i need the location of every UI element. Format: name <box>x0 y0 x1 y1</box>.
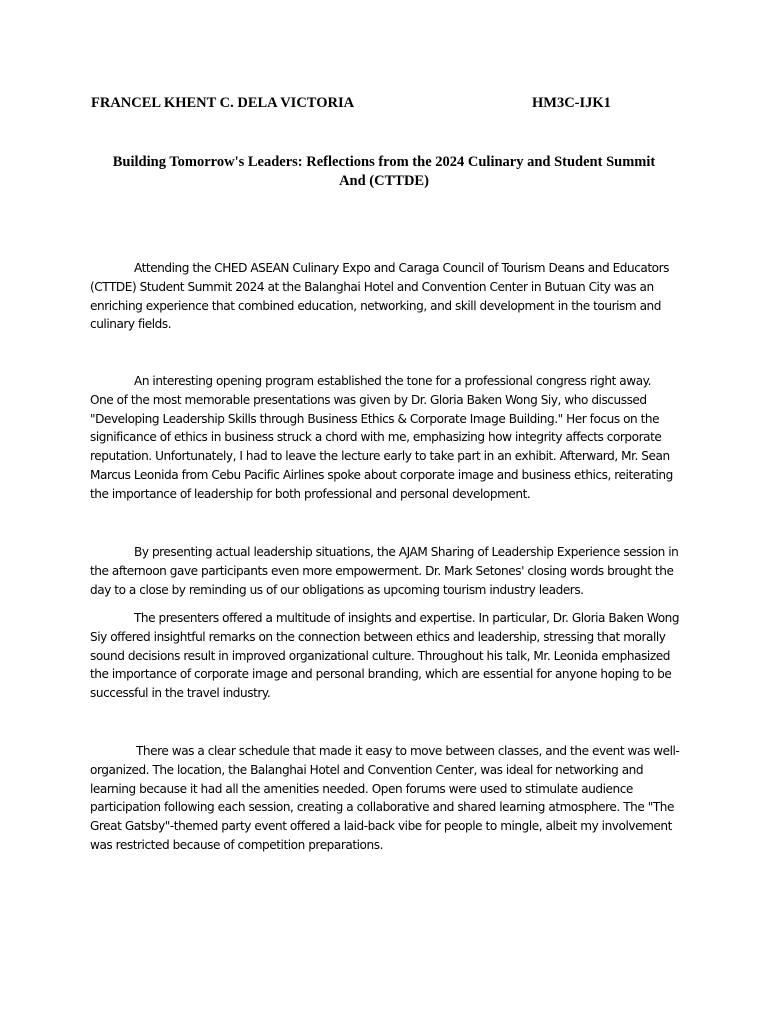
paragraph-line: was restricted because of competition preparations. <box>90 837 383 852</box>
paragraph-line: (CTTDE) Student Summit 2024 at the Balanghai Hotel and Convention Center in Butuan City was an <box>90 279 654 294</box>
paragraph-line: successful in the travel industry. <box>90 686 271 701</box>
paragraph-3 <box>90 543 680 599</box>
paragraph-line: learning because it had all the amenities needed. Open forums were used to stimulate audience <box>90 781 633 796</box>
paragraph-line: "Developing Leadership Skills through Business Ethics & Corporate Image Building." Her focus on the <box>90 411 660 426</box>
paragraph-line: An interesting opening program established the tone for a professional congress right away. <box>134 374 652 388</box>
paragraph-line: the importance of leadership for both professional and personal development. <box>90 486 531 501</box>
paragraph-line: Siy offered insightful remarks on the connection between ethics and leadership, stressing that morally <box>90 629 666 644</box>
paragraph-line: Marcus Leonida from Cebu Pacific Airlines spoke about corporate image and business ethics, reiterating <box>90 467 673 482</box>
paragraph-line: participation following each session, creating a collaborative and shared learning atmosphere. The "The <box>90 800 674 815</box>
section-code: HM3C-IJK1 <box>532 95 611 111</box>
paragraph-line: The presenters offered a multitude of insights and expertise. In particular, Dr. Gloria Baken Wong <box>134 611 680 625</box>
paragraph-line: Attending the CHED ASEAN Culinary Expo and Caraga Council of Tourism Deans and Educators <box>134 261 669 275</box>
paragraph-line: Great Gatsby"-themed party event offered a laid-back vibe for people to mingle, albeit my involvement <box>90 819 672 834</box>
paragraph-line: day to a close by reminding us of our obligations as upcoming tourism industry leaders. <box>90 582 584 597</box>
paragraph-line: culinary fields. <box>90 317 172 332</box>
paragraph-line: enriching experience that combined education, networking, and skill development in the tourism and <box>90 298 661 313</box>
paragraph-line: By presenting actual leadership situations, the AJAM Sharing of Leadership Experience session in <box>134 545 679 559</box>
author-name: FRANCEL KHENT C. DELA VICTORIA <box>91 95 355 111</box>
paragraph-5 <box>90 742 680 855</box>
paragraph-line: There was a clear schedule that made it easy to move between classes, and the event was well- <box>136 744 680 758</box>
paragraph-line: the importance of corporate image and personal branding, which are essential for anyone hoping to be <box>90 667 672 682</box>
paragraph-line: significance of ethics in business struck a chord with me, emphasizing how integrity affects corporate <box>90 430 662 445</box>
title-line-2: And (CTTDE) <box>339 173 429 189</box>
paragraph-2 <box>90 372 680 504</box>
paragraph-line: One of the most memorable presentations was given by Dr. Gloria Baken Wong Siy, who discussed <box>90 392 647 407</box>
document-title <box>88 153 680 191</box>
paragraph-line: reputation. Unfortunately, I had to leave the lecture early to take part in an exhibit. Afterward, Mr. Sean <box>90 449 670 464</box>
paragraph-1 <box>90 259 680 334</box>
paragraph-line: the afternoon gave participants even more empowerment. Dr. Mark Setones' closing words brought the <box>90 563 674 578</box>
paragraph-4 <box>90 609 680 703</box>
title-line-1: Building Tomorrow's Leaders: Reflections from the 2024 Culinary and Student Summit <box>112 154 656 170</box>
paragraph-line: sound decisions result in improved organizational culture. Throughout his talk, Mr. Leonida emphasized <box>90 648 670 663</box>
paragraph-line: organized. The location, the Balanghai Hotel and Convention Center, was ideal for networking and <box>90 762 644 777</box>
